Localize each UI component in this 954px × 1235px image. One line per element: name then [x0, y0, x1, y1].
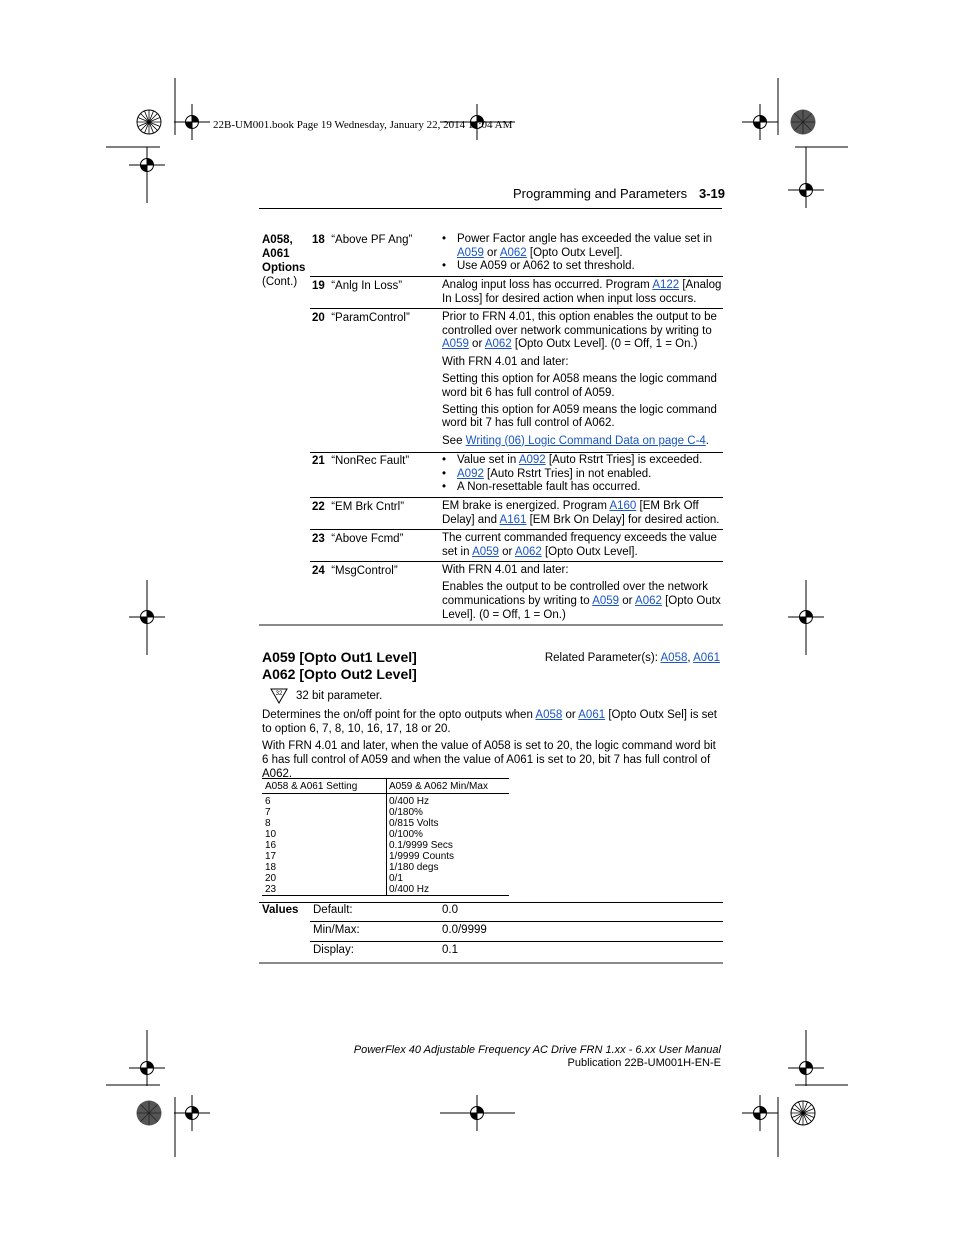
options-param-label: A058, A061 Options (Cont.) — [262, 234, 306, 288]
table-cell: 0/180% — [389, 807, 423, 818]
link-a062[interactable]: A062 — [484, 338, 512, 351]
book-info: 22B-UM001.book Page 19 Wednesday, January 22, 2014 11:04 AM — [213, 119, 513, 131]
table-cell: 20 — [265, 873, 277, 884]
link-a061[interactable]: A061 — [693, 652, 720, 664]
link-a092[interactable]: A092 — [457, 467, 484, 480]
table-cell: 6 — [265, 796, 271, 807]
values-minmax: 0.0/9999 — [442, 924, 487, 936]
values-default: 0.0 — [442, 904, 458, 916]
link-a058[interactable]: A058 — [535, 709, 563, 721]
values-display: 0.1 — [442, 944, 458, 956]
table-cell: 0/100% — [389, 829, 423, 840]
list-item: • Power Factor angle has exceeded the value set in A059 or A062 [Opto Outx Level]. — [442, 233, 722, 260]
table-cell: 1/9999 Counts — [389, 851, 455, 862]
table-cell: 8 — [265, 818, 271, 829]
link-a058[interactable]: A058 — [660, 652, 688, 664]
link-a062[interactable]: A062 — [635, 594, 662, 607]
link-a061[interactable]: A061 — [578, 709, 606, 721]
header-section: Programming and Parameters — [513, 186, 688, 201]
link-a161[interactable]: A161 — [499, 513, 527, 526]
list-item: • A Non-resettable fault has occurred. — [442, 481, 722, 495]
table-cell: 0.1/9999 Secs — [389, 840, 453, 851]
header-rule — [259, 208, 722, 209]
table-cell: 0/400 Hz — [389, 796, 430, 807]
link-a059[interactable]: A059 — [592, 594, 620, 607]
link-a160[interactable]: A160 — [609, 500, 637, 512]
32-bit-icon — [270, 688, 288, 704]
svg-text:32: 32 — [275, 691, 283, 697]
param-frn-note: With FRN 4.01 and later, when the value of A058 is set to 20, the logic command word bit 6 has full control of A059 and when the value of A061 is set to 20, bit 7 has full control of A062. — [262, 740, 716, 780]
values-minmax-label: Min/Max: — [313, 924, 360, 936]
table-cell: 7 — [265, 807, 271, 818]
ranges-column — [389, 796, 454, 895]
table-cell: 18 — [265, 862, 277, 873]
link-writing-logic-command[interactable]: Writing (06) Logic Command Data on page C-4 — [465, 434, 706, 447]
link-a092[interactable]: A092 — [518, 454, 546, 466]
link-a062[interactable]: A062 — [499, 246, 527, 259]
table-cell: 17 — [265, 851, 277, 862]
list-item: • A092 [Auto Rstrt Tries] in not enabled. — [442, 468, 722, 482]
values-display-label: Display: — [313, 944, 354, 956]
table-cell: 1/180 degs — [389, 862, 439, 873]
list-item: • Use A059 or A062 to set threshold. — [442, 260, 722, 274]
link-a062[interactable]: A062 — [514, 545, 542, 558]
values-default-label: Default: — [313, 904, 353, 916]
table-cell: 0/815 Volts — [389, 818, 439, 829]
list-item: • Value set in A092 [Auto Rstrt Tries] is exceeded. — [442, 454, 722, 468]
footer-publication: Publication 22B-UM001H-EN-E — [567, 1057, 721, 1069]
param-title: A059 [Opto Out1 Level] A062 [Opto Out2 Level] — [262, 649, 417, 682]
settings-column — [265, 796, 276, 895]
table-cell: 16 — [265, 840, 277, 851]
table-cell: 23 — [265, 884, 277, 895]
table-cell: 10 — [265, 829, 277, 840]
table-cell: 0/1 — [389, 873, 403, 884]
related-parameters: Related Parameter(s): A058, A061 — [544, 652, 720, 664]
link-a059[interactable]: A059 — [457, 246, 484, 259]
link-a059[interactable]: A059 — [472, 545, 499, 558]
param-description: Determines the on/off point for the opto outputs when A058 or A061 [Opto Outx Sel] is set to option 6, 7, 8, 10, 16, 17, 18 or 20. — [262, 709, 717, 735]
values-label: Values — [262, 904, 299, 916]
header-page-number: 3-19 — [699, 186, 726, 201]
link-a122[interactable]: A122 — [652, 279, 680, 291]
footer-manual-title: PowerFlex 40 Adjustable Frequency AC Drive FRN 1.xx - 6.xx User Manual — [353, 1044, 721, 1056]
link-a059[interactable]: A059 — [442, 338, 469, 351]
table-cell: 0/400 Hz — [389, 884, 430, 895]
